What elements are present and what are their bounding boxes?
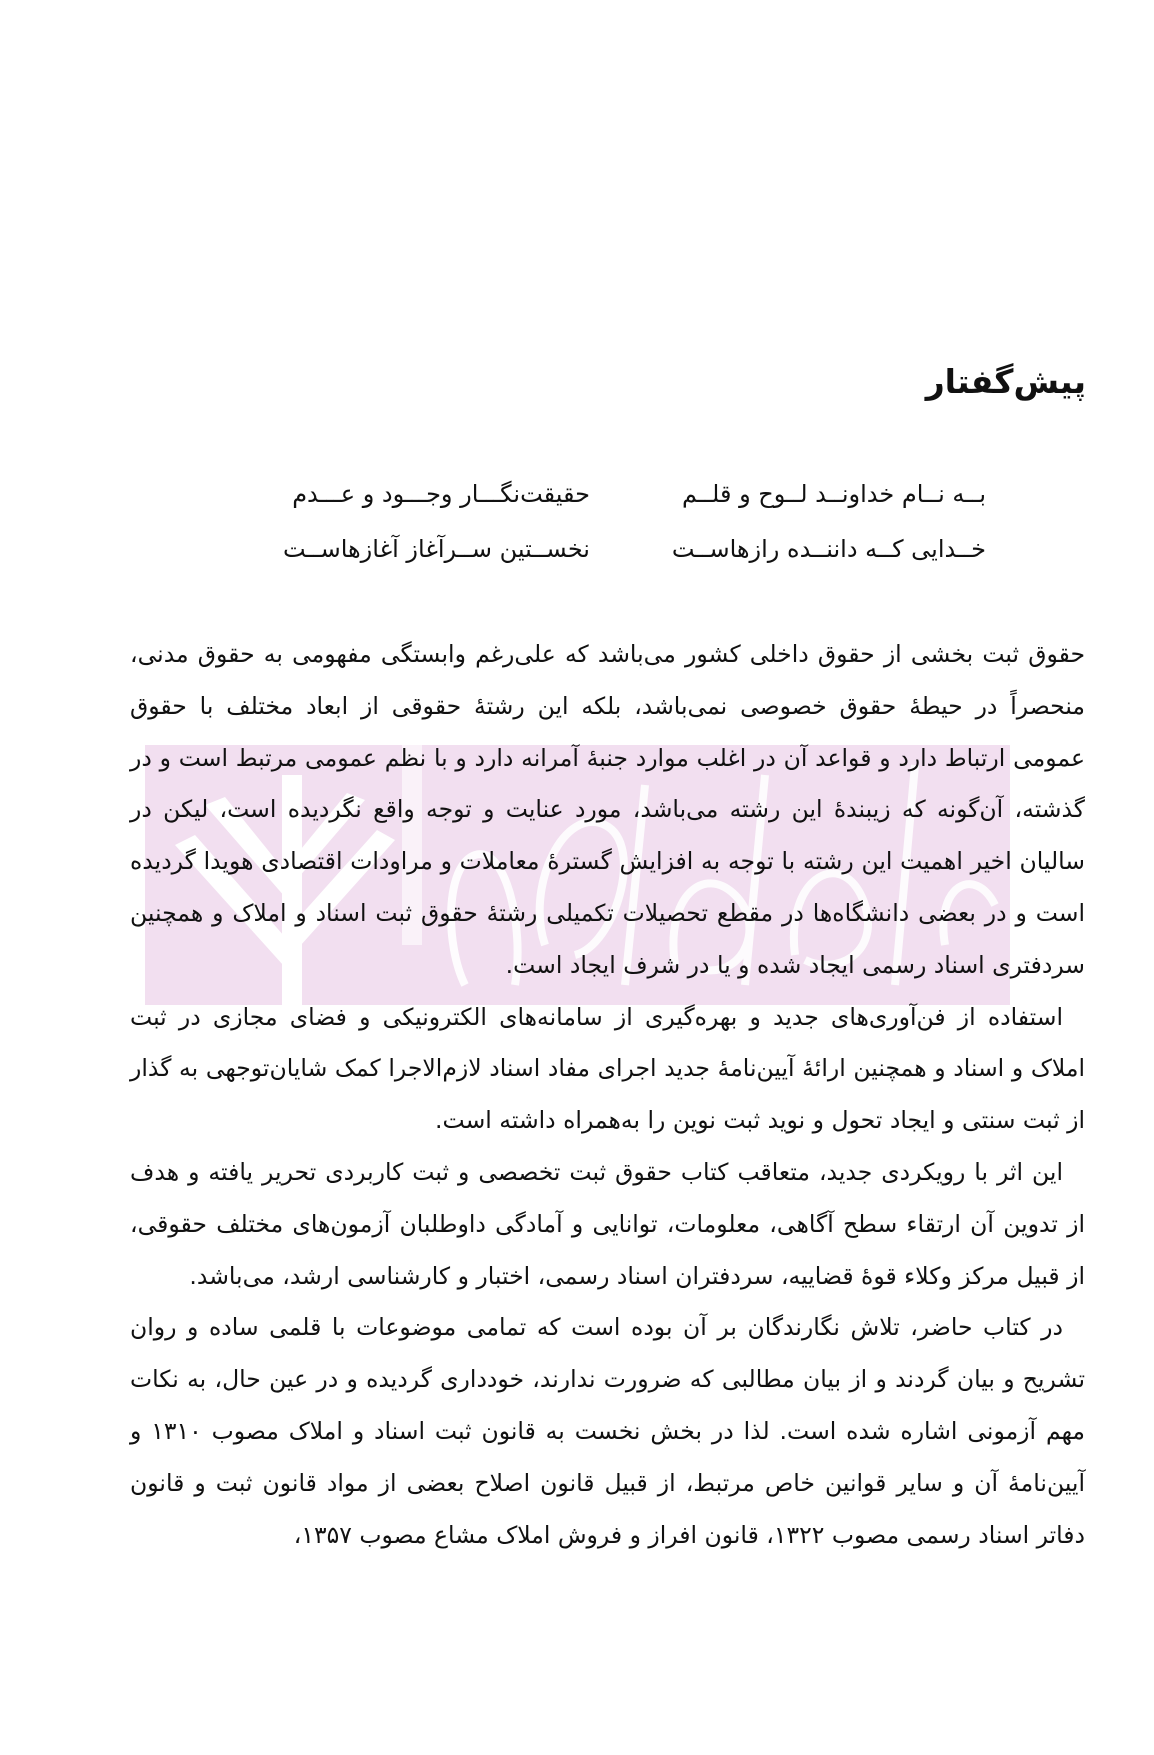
body-text <box>130 629 1085 1561</box>
poem-line-2-first: خــدایی کــه داننــده رازهاســت <box>671 535 986 563</box>
poem-line-1-first: بــه نــام خداونــد لــوح و قلــم <box>681 480 986 508</box>
paragraph-3: این اثر با رویکردی جدید، متعاقب کتاب حقوق ثبت تخصصی و ثبت کاربردی تحریر یافته و هدف از تدوین آن ارتقاء سطح آگاهی، معلومات، توانایی و آمادگی داوطلبان آزمون‌های مختلف حقوقی، از قبیل مرکز وکلاء قوهٔ قضاییه، سردفتران اسناد رسمی، اختبار و کارشناسی ارشد، می‌باشد. <box>130 1157 1085 1290</box>
poem-line-1-second: حقیقت‌نگـــار وجـــود و عـــدم <box>292 480 590 508</box>
paragraph-1: حقوق ثبت بخشی از حقوق داخلی کشور می‌باشد که علی‌رغم وابستگی مفهومی به حقوق مدنی، منحصراً در حیطهٔ حقوق خصوصی نمی‌باشد، بلکه این رشتهٔ حقوقی از ابعاد مختلف با حقوق عمومی ارتباط دارد و قواعد آن در اغلب موارد جنبهٔ آمرانه دارد و با نظم عمومی مرتبط است و در گذشته، آن‌گونه که زیبندهٔ این رشته می‌باشد، مورد عنایت و توجه واقع نگردیده است، لیکن در سالیان اخیر اهمیت این رشته با توجه به افزایش گسترهٔ معاملات و مراودات اقتصادی هویدا گردیده است و در بعضی دانشگاه‌ها در مقطع تحصیلات تکمیلی رشتهٔ حقوق ثبت اسناد و املاک و همچنین سردفتری اسناد رسمی ایجاد شده و یا در شرف ایجاد است. <box>130 640 1085 979</box>
page-title: پیش‌گفتار <box>925 362 1086 401</box>
poem-line-2-second: نخســتین ســرآغاز آغازهاســت <box>282 535 590 563</box>
paragraph-2: استفاده از فن‌آوری‌های جدید و بهره‌گیری از سامانه‌های الکترونیکی و فضای مجازی در ثبت املاک و اسناد و همچنین ارائهٔ آیین‌نامهٔ جدید اجرای مفاد اسناد لازم‌الاجرا کمک شایان‌توجهی به گذار از ثبت سنتی و ایجاد تحول و نوید ثبت نوین را به‌همراه داشته است. <box>130 1002 1085 1135</box>
paragraph-4: در کتاب حاضر، تلاش نگارندگان بر آن بوده است که تمامی موضوعات با قلمی ساده و روان تشریح و بیان گردند و از بیان مطالبی که ضرورت ندارند، خودداری گردیده و در عین حال، به نکات مهم آزمونی اشاره شده است. لذا در بخش نخست به قانون ثبت اسناد و املاک مصوب ۱۳۱۰ و آیین‌نامهٔ آن و سایر قوانین خاص مرتبط، از قبیل قانون اصلاح بعضی از مواد قانون ثبت و قانون دفاتر اسناد رسمی مصوب ۱۳۲۲، قانون افراز و فروش املاک مشاع مصوب ۱۳۵۷، <box>130 1313 1086 1549</box>
